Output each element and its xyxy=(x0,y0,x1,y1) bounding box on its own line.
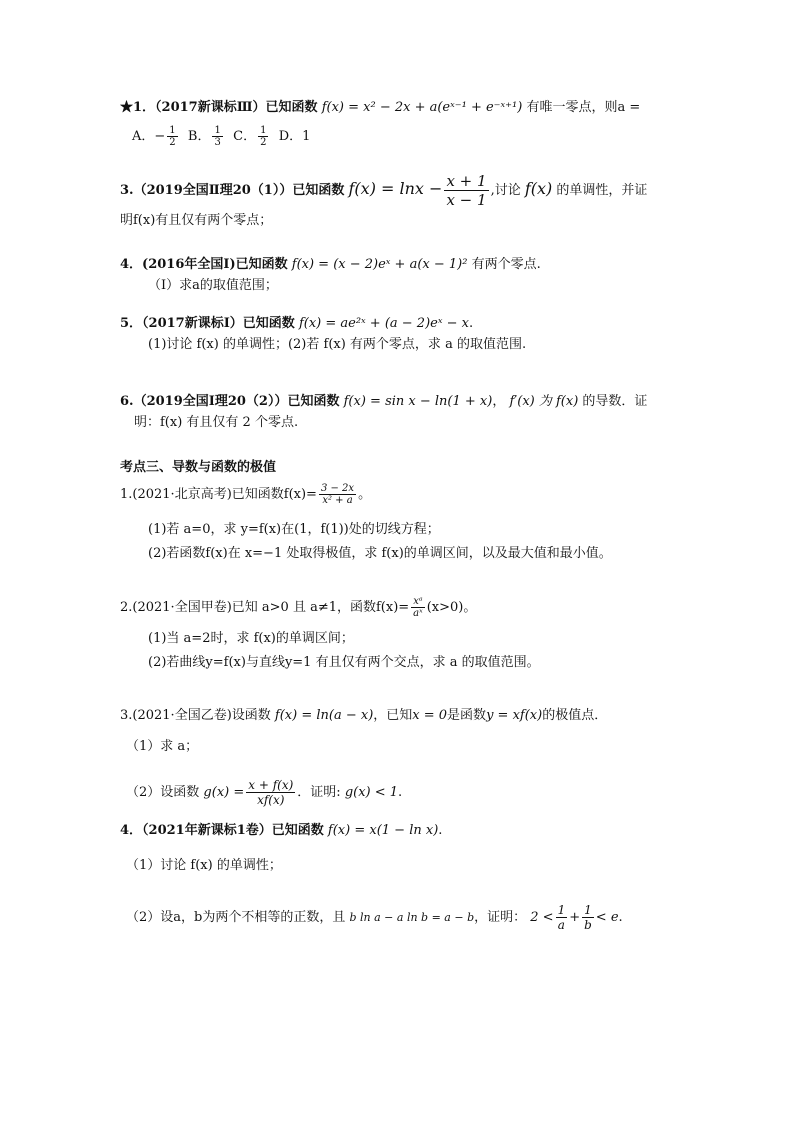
s2-item-2: (2)若曲线y=f(x)与直线y=1 有且仅有两个交点，求 a 的取值范围。 xyxy=(148,655,540,670)
s3-item-2 xyxy=(126,778,734,807)
q1-options xyxy=(132,125,734,148)
s4-item-2-mid: ，证明： xyxy=(474,910,527,925)
s4-fraction-1: $\frac{1}{a}$ xyxy=(557,903,566,932)
question-1 xyxy=(120,99,734,117)
q2-line-2: 明f(x)有且仅有两个零点； xyxy=(120,213,273,228)
q4-suffix: . xyxy=(468,316,474,331)
s4-suffix: . xyxy=(438,823,443,838)
q4-expression: f(x) = ae²ˣ + (a − 2)eˣ − x xyxy=(298,316,469,331)
question-3-2019 xyxy=(120,172,734,209)
s1-suffix: 。 xyxy=(358,487,372,502)
q5-suffix: 的导数．证 xyxy=(582,394,648,409)
q2-fraction: $\frac{x + 1}{x - 1}$ xyxy=(446,172,487,209)
section-question-3 xyxy=(120,707,734,725)
q2-expression-2: f(x) xyxy=(524,179,553,198)
s1-item-2: (2)若函数f(x)在 x=−1 处取得极值，求 f(x)的单调区间，以及最大值和最小值。 xyxy=(148,546,612,561)
s2-suffix: (x>0)。 xyxy=(426,600,477,615)
q1-suffix: 有唯一零点，则a = xyxy=(526,100,641,115)
q2-expression: f(x) = lnx − xyxy=(348,179,443,198)
section-question-4 xyxy=(120,822,734,840)
s3-mid: ，已知 xyxy=(373,708,413,723)
option-d: D．1 xyxy=(278,129,311,144)
s3-item-1: （1）求 a； xyxy=(126,739,199,754)
q3-suffix: 有两个零点. xyxy=(471,257,541,272)
s2-prefix: 2.(2021·全国甲卷)已知 a>0 且 a≠1，函数f(x)= xyxy=(120,600,410,615)
s3-item-2-prefix: （2）设函数 xyxy=(126,785,200,800)
s3-expression: f(x) = ln(a − x) xyxy=(274,708,374,723)
q4-line-2: (1)讨论 f(x) 的单调性；(2)若 f(x) 有两个零点，求 a 的取值范围. xyxy=(148,337,527,352)
question-5-2017 xyxy=(120,315,734,333)
question-4-2016 xyxy=(120,256,734,274)
section-heading: 考点三、导数与函数的极值 xyxy=(120,460,277,475)
s4-plus: + xyxy=(569,910,581,925)
s1-prefix: 1.(2021·北京高考)已知函数f(x)= xyxy=(120,487,317,502)
s3-suffix: 的极值点． xyxy=(542,708,608,723)
s3-item-2-suffix: ．证明: xyxy=(297,785,341,800)
s4-inequality-lead: 2 < xyxy=(530,910,554,925)
q4-prefix: 5．（2017新课标Ⅰ）已知函数 xyxy=(120,316,295,331)
s4-fraction-2: $\frac{1}{b}$ xyxy=(584,903,592,932)
q3-prefix: 4．(2016年全国Ⅰ)已知函数 xyxy=(120,257,288,272)
s4-inequality-tail: < e xyxy=(595,910,619,925)
s2-fraction: $\frac{\text{xᵃ}}{\text{aˣ}}$ xyxy=(413,596,423,619)
s3-inequality: g(x) < 1 xyxy=(344,785,399,800)
q2-prefix: 3.（2019全国Ⅱ理20（1））已知函数 xyxy=(120,183,345,198)
q5-line-2: 明：f(x) 有且仅有 2 个零点. xyxy=(134,415,299,430)
s4-item-2-end: . xyxy=(618,910,623,925)
s3-fraction: $\frac{x + f(x)}{xf(x)}$ xyxy=(248,778,294,807)
q5-mid: ， xyxy=(492,394,506,409)
s2-item-1: (1)当 a=2时，求 f(x)的单调区间； xyxy=(148,631,354,646)
q1-expression: f(x) = x² − 2x + a(eˣ⁻¹ + e⁻ˣ⁺¹) xyxy=(321,100,523,115)
s1-item-1: (1)若 a=0，求 y=f(x)在(1，f(1))处的切线方程； xyxy=(148,522,440,537)
option-a-fraction: $\frac{1}{2}$ xyxy=(169,125,176,148)
s4-item-2-prefix: （2）设a，b为两个不相等的正数，且 xyxy=(126,910,346,925)
q5-prefix: 6.（2019全国Ⅰ理20（2））已知函数 xyxy=(120,394,340,409)
q5-expression: f(x) = sin x − ln(1 + x) xyxy=(343,394,493,409)
s4-expression: f(x) = x(1 − ln x) xyxy=(327,823,439,838)
q3-expression: f(x) = (x − 2)eˣ + a(x − 1)² xyxy=(291,257,468,272)
s4-condition: b ln a − a ln b = a − b xyxy=(349,911,475,924)
s4-item-2 xyxy=(126,903,734,932)
s3-prefix: 3.(2021·全国乙卷)设函数 xyxy=(120,708,271,723)
question-6-2019 xyxy=(120,393,734,411)
q2-mid: ,讨论 xyxy=(490,183,521,198)
q5-expression-2: f′(x) 为 f(x) xyxy=(509,394,579,409)
s3-item-2-end: . xyxy=(398,785,403,800)
q3-line-2: （Ⅰ）求a的取值范围； xyxy=(148,278,278,293)
q2-suffix: 的单调性，并证 xyxy=(556,183,648,198)
q1-prefix: ★1．（2017新课标Ⅲ）已知函数 xyxy=(120,100,318,115)
s3-g-expression: g(x) = xyxy=(203,785,245,800)
option-b-label: B． xyxy=(187,129,211,144)
s3-expression-2: x = 0 xyxy=(412,708,448,723)
s4-item-1: （1）讨论 f(x) 的单调性； xyxy=(126,858,282,873)
s4-prefix: 4．（2021年新课标1卷）已知函数 xyxy=(120,823,324,838)
section-question-2 xyxy=(120,596,734,619)
s3-expression-3: y = xf(x) xyxy=(486,708,543,723)
s3-mid-2: 是函数 xyxy=(447,708,487,723)
s1-fraction: $\frac{3 - 2x}{\text{x² + a}}$ xyxy=(320,483,355,506)
option-c-label: C． xyxy=(233,129,257,144)
option-b-fraction: $\frac{1}{3}$ xyxy=(214,125,221,148)
section-question-1 xyxy=(120,483,734,506)
option-c-fraction: $\frac{1}{2}$ xyxy=(260,125,267,148)
option-a-label: A．− xyxy=(132,129,166,144)
